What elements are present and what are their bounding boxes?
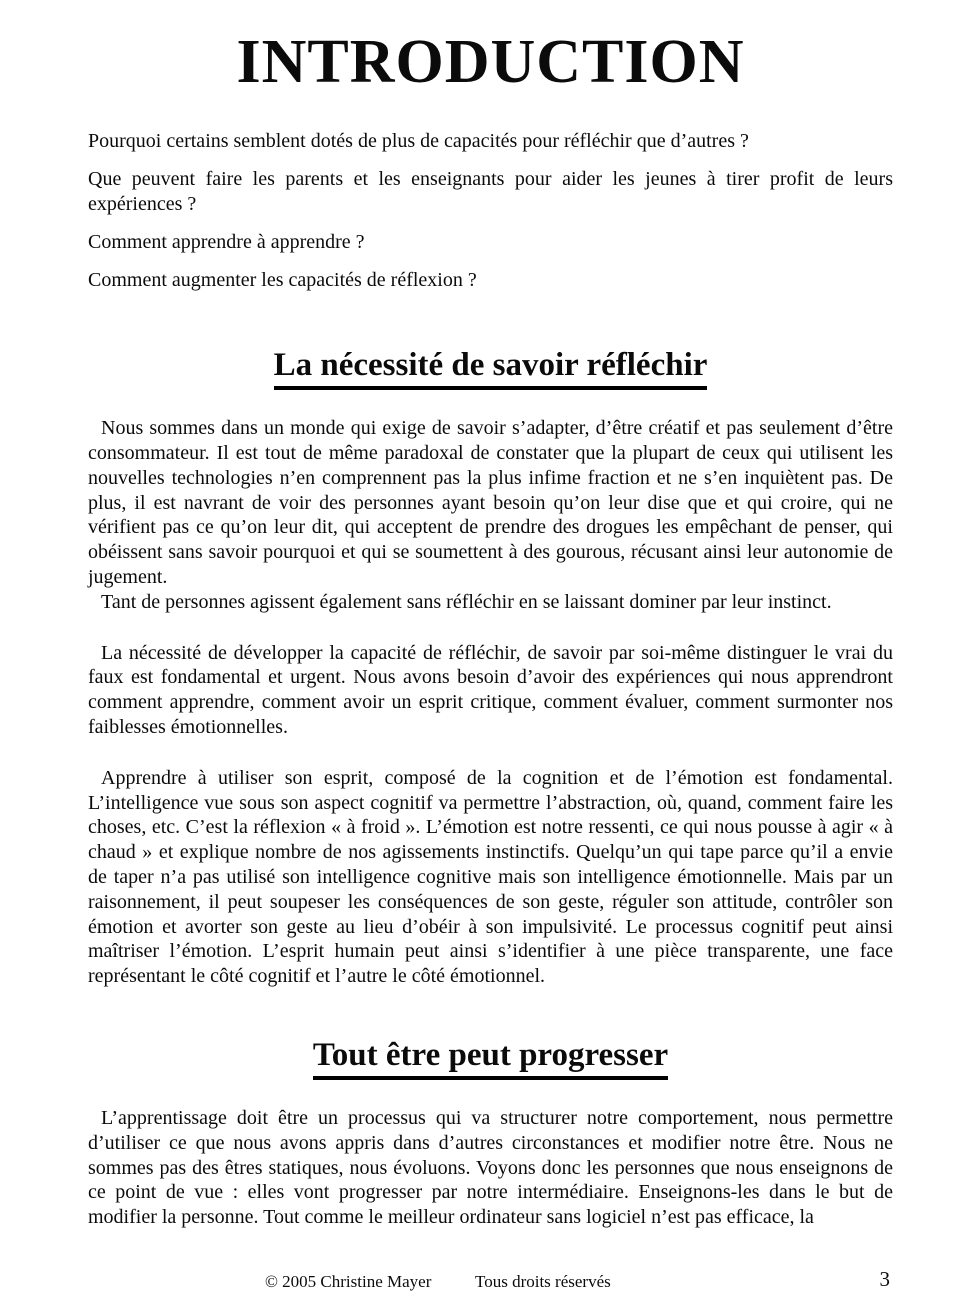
page-title: INTRODUCTION xyxy=(236,28,745,96)
question-paragraph: Comment augmenter les capacités de réflexion ? xyxy=(88,269,477,292)
section-heading-text: Tout être peut progresser xyxy=(313,1035,668,1080)
question-paragraph: Que peuvent faire les parents et les enseignants pour aider les jeunes à tirer profit de leurs expériences ? xyxy=(88,168,893,216)
copyright-text: © 2005 Christine Mayer xyxy=(265,1272,432,1291)
section-tout-etre-peut-progresser xyxy=(88,1035,893,1230)
page-number: 3 xyxy=(879,1267,890,1291)
page-footer xyxy=(0,1267,978,1303)
section-heading xyxy=(88,1035,893,1080)
section-heading-text: La nécessité de savoir réfléchir xyxy=(274,345,708,390)
section-heading xyxy=(88,345,893,390)
section-necessite-de-savoir-reflechir xyxy=(88,345,893,989)
intro-questions xyxy=(88,129,893,293)
question-paragraph: Comment apprendre à apprendre ? xyxy=(88,231,365,254)
body-paragraph: Nous sommes dans un monde qui exige de savoir s’adapter, d’être créatif et pas seulement d’être consommateur. Il est tout de même paradoxal de constater que la plupart de ceux qui utilisent les nouvelles technologies n’en comprennent pas la plus infime fraction et ne s’en inquiètent pas. De plus, il est navrant de voir des personnes ayant besoin qu’on leur dise que et qui croire, qui ne vérifient pas ce qu’on leur dit, qui acceptent de prendre des drogues les empêchant de penser, qui obéissent sans savoir pourquoi et qui se soumettent à des gourous, récusant ainsi leur autonomie de jugement. xyxy=(88,417,893,588)
rights-reserved-text: Tous droits réservés xyxy=(475,1272,611,1291)
body-paragraph: L’apprentissage doit être un processus qui va structurer notre comportement, nous permettre d’utiliser ce que nous avons appris dans d’autres circonstances et modifier notre être. Nous ne sommes pas des êtres statiques, nous évoluons. Voyons donc les personnes que nous enseignons de ce point de vue : elles vont progresser par notre intermédiaire. Enseignons-les dans le but de modifier la personne. Tout comme le meilleur ordinateur sans logiciel n’est pas efficace, la xyxy=(88,1106,893,1229)
body-paragraph: Tant de personnes agissent également sans réfléchir en se laissant dominer par leur instinct. xyxy=(101,590,832,613)
question-paragraph: Pourquoi certains semblent dotés de plus de capacités pour réfléchir que d’autres ? xyxy=(88,130,749,153)
body-paragraph: Apprendre à utiliser son esprit, composé de la cognition et de l’émotion est fondamental. L’intelligence vue sous son aspect cognitif va permettre l’abstraction, où, quand, comment faire les choses, etc. C’est la réflexion « à froid ». L’émotion est notre ressenti, ce qui nous pousse à agir « à chaud » et explique nombre de nos agissements instinctifs. Quelqu’un qui tape parce qu’il a envie de taper n’a pas utilisé son intelligence cognitive mais son intelligence émotionnelle. Mais par un raisonnement, il peut soupeser les conséquences de son geste, réguler son attitude, contrôler son émotion et avorter son geste au lieu d’obéir à son impulsivité. Le processus cognitif peut ainsi maîtriser l’émotion. L’esprit humain peut ainsi s’identifier à une pièce transparente, une face représentant le côté cognitif et l’autre le côté émotionnel. xyxy=(88,766,893,988)
body-paragraph: La nécessité de développer la capacité de réfléchir, de savoir par soi-même distinguer le vrai du faux est fondamental et urgent. Nous avons besoin d’avoir des expériences qui nous apprendront comment apprendre, comment avoir un esprit critique, comment évaluer, comment surmonter nos faiblesses émotionnelles. xyxy=(88,641,893,738)
